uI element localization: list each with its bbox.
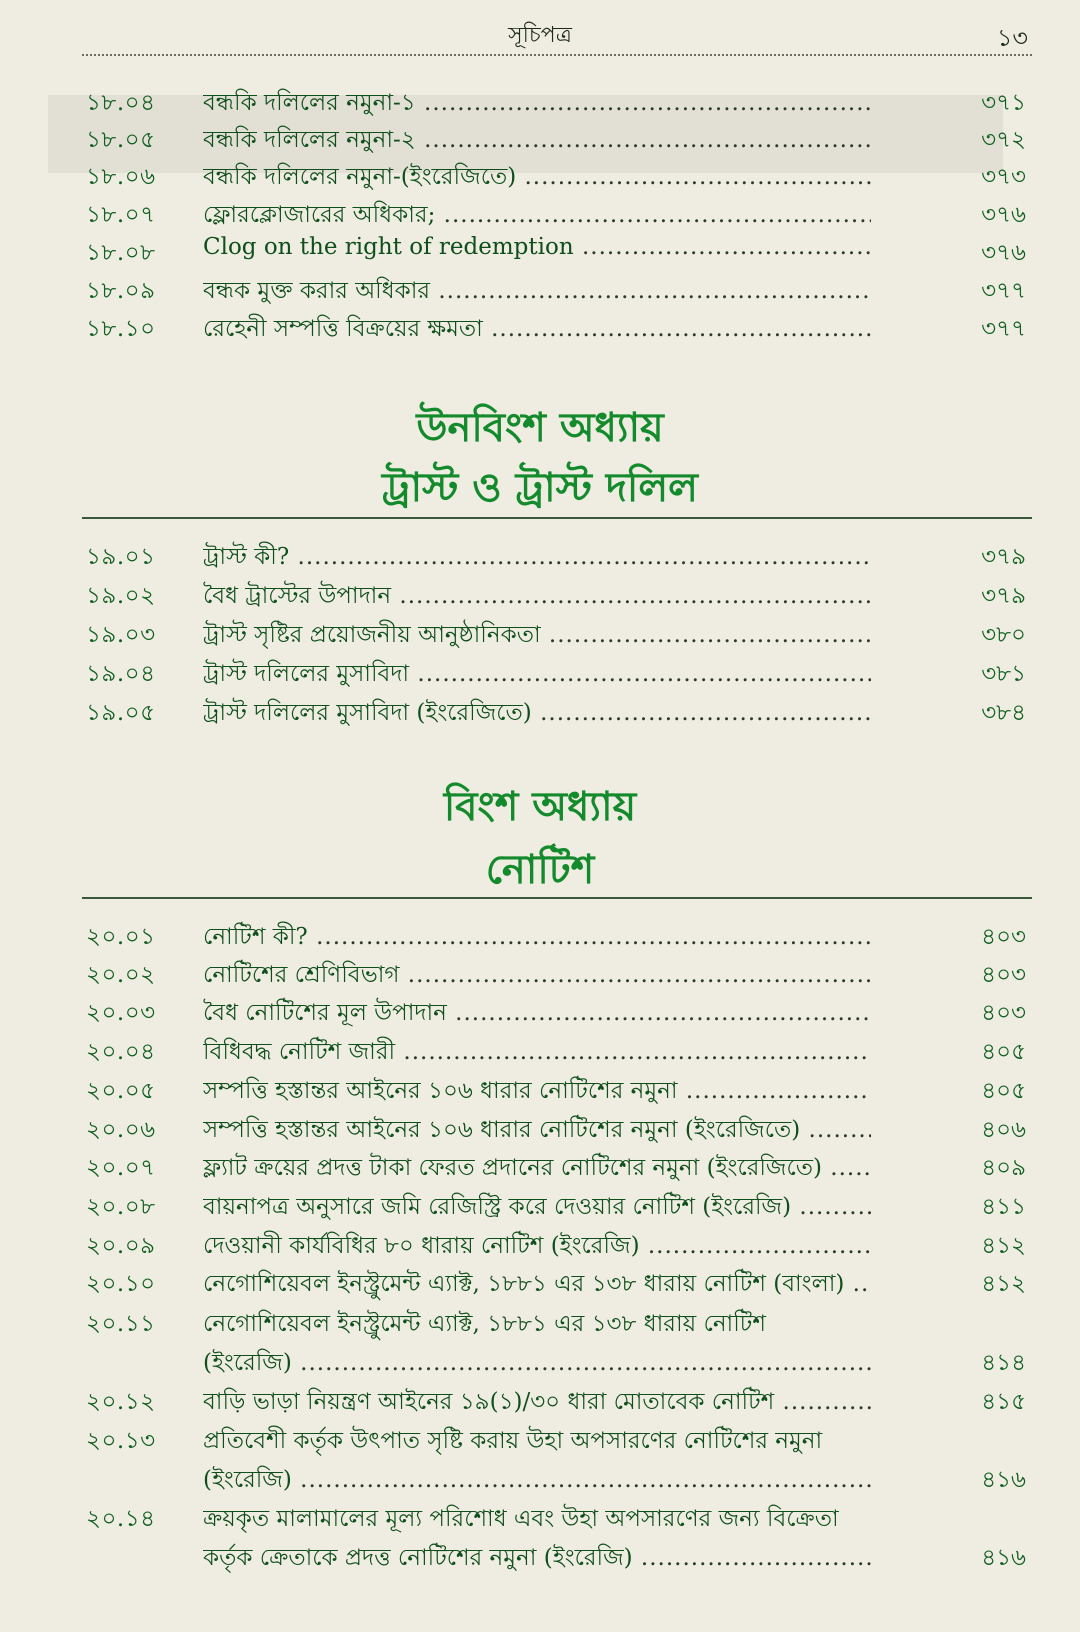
- entry-page: ৩৭৯: [981, 583, 1026, 609]
- entry-number: ২০.১০: [86, 1271, 156, 1297]
- entry-page: ৩৭৯: [981, 544, 1026, 570]
- entry-number: ২০.১১: [86, 1311, 156, 1337]
- entry-page: ৪০৫: [981, 1039, 1026, 1065]
- entry-page: ৩৮০: [981, 622, 1026, 648]
- toc-entry: [0, 1265, 1080, 1301]
- entry-page: ৩৭৩: [981, 164, 1026, 190]
- entry-number: ২০.০৮: [86, 1194, 156, 1220]
- toc-entry: [0, 1111, 1080, 1147]
- entry-title: বৈধ নোটিশের মূল উপাদান .....: [203, 994, 871, 1033]
- toc-entry: [0, 994, 1080, 1030]
- entry-title: নোটিশ কী? .....: [203, 918, 871, 957]
- entry-number: ২০.০৬: [86, 1117, 156, 1143]
- toc-entry: [0, 918, 1080, 954]
- entry-page: ৪০৬: [981, 1117, 1026, 1143]
- entry-title-continued: (ইংরেজি) .....: [203, 1461, 871, 1500]
- page-number: ১৩: [996, 24, 1028, 52]
- entry-title: ফ্ল্যাট ক্রয়ের প্রদত্ত টাকা ফেরত প্রদানের নোটিশের নমুনা (ইংরেজিতে) .....: [203, 1149, 871, 1188]
- entry-title: ক্রয়কৃত মালামালের মূল্য পরিশোধ এবং উহা অপসারণের জন্য বিক্রেতা: [203, 1506, 839, 1532]
- entry-title-continued: কর্তৃক ক্রেতাকে প্রদত্ত নোটিশের নমুনা (ইংরেজি) .....: [203, 1539, 871, 1578]
- entry-title: ট্রাস্ট দলিলের মুসাবিদা .....: [203, 655, 871, 694]
- entry-page: ৩৭২: [981, 127, 1026, 153]
- chapter-heading: উনবিংশ অধ্যায়: [416, 404, 664, 451]
- entry-title: বিধিবদ্ধ নোটিশ জারী .....: [203, 1033, 871, 1072]
- toc-entry: [0, 121, 1080, 157]
- entry-page: ৪১৪: [981, 1350, 1026, 1376]
- entry-number: ১৯.০৩: [86, 622, 156, 648]
- toc-entry: [0, 1500, 1080, 1536]
- toc-entry: [0, 272, 1080, 308]
- toc-entry-continuation: [0, 1344, 1080, 1380]
- entry-page: ৩৮১: [981, 661, 1026, 687]
- entry-title: ট্রাস্ট দলিলের মুসাবিদা (ইংরেজিতে) .....: [203, 694, 871, 733]
- entry-title: ট্রাস্ট সৃষ্টির প্রয়োজনীয় আনুষ্ঠানিকতা .....: [203, 616, 871, 655]
- entry-page: ৩৭৭: [981, 278, 1026, 304]
- entry-number: ১৯.০৪: [86, 661, 156, 687]
- entry-number: ২০.০৯: [86, 1233, 156, 1259]
- toc-entry: [0, 577, 1080, 613]
- entry-page: ৪০৫: [981, 1078, 1026, 1104]
- entry-number: ২০.০৭: [86, 1155, 156, 1181]
- entry-title: বন্ধকি দলিলের নমুনা-১ .....: [203, 84, 871, 123]
- entry-title: দেওয়ানী কার্যবিধির ৮০ ধারায় নোটিশ (ইংরেজি) .....: [203, 1227, 871, 1266]
- entry-page: ৪১১: [981, 1194, 1026, 1220]
- entry-title: বন্ধক মুক্ত করার অধিকার .....: [203, 272, 871, 311]
- toc-entry: [0, 1383, 1080, 1419]
- toc-entry: [0, 1188, 1080, 1224]
- entry-title: রেহেনী সম্পত্তি বিক্রয়ের ক্ষমতা .....: [203, 310, 871, 349]
- entry-number: ২০.১৪: [86, 1506, 156, 1532]
- chapter-heading: বিংশ অধ্যায়: [443, 783, 637, 830]
- chapter-subtitle: ট্রাস্ট ও ট্রাস্ট দলিল: [382, 464, 698, 511]
- toc-entry: [0, 655, 1080, 691]
- entry-number: ১৮.০৮: [86, 240, 156, 266]
- entry-title: নোটিশের শ্রেণিবিভাগ .....: [203, 956, 871, 995]
- entry-title: নেগোশিয়েবল ইনস্ট্রুমেন্ট এ্যাক্ট, ১৮৮১ এর ১৩৮ ধারায় নোটিশ (বাংলা) .....: [203, 1265, 871, 1304]
- toc-entry: [0, 84, 1080, 120]
- entry-title: ট্রাস্ট কী? .....: [203, 538, 871, 577]
- toc-entry: [0, 1149, 1080, 1185]
- toc-entry: [0, 956, 1080, 992]
- chapter-rule: [82, 517, 1032, 519]
- entry-page: ৩৭৭: [981, 316, 1026, 342]
- running-header-title: সূচিপত্র: [508, 23, 572, 48]
- entry-page: ৪০৩: [981, 962, 1026, 988]
- toc-entry: [0, 196, 1080, 232]
- toc-entry: [0, 616, 1080, 652]
- toc-entry: [0, 1422, 1080, 1458]
- entry-page: ৪১৬: [981, 1467, 1026, 1493]
- entry-page: ৩৭৬: [981, 202, 1026, 228]
- toc-entry: [0, 234, 1080, 270]
- entry-number: ২০.১৩: [86, 1428, 156, 1454]
- entry-page: ৪০৩: [981, 1000, 1026, 1026]
- toc-entry: [0, 310, 1080, 346]
- entry-number: ১৮.০৭: [86, 202, 156, 228]
- entry-page: ৪০৯: [981, 1155, 1026, 1181]
- entry-number: ১৯.০২: [86, 583, 156, 609]
- entry-page: ৪১২: [981, 1233, 1026, 1259]
- entry-title: বাড়ি ভাড়া নিয়ন্ত্রণ আইনের ১৯(১)/৩০ ধারা মোতাবেক নোটিশ .....: [203, 1383, 871, 1422]
- toc-entry: [0, 1305, 1080, 1341]
- entry-number: ১৮.০৯: [86, 278, 156, 304]
- entry-number: ২০.১২: [86, 1389, 156, 1415]
- toc-entry: [0, 1227, 1080, 1263]
- entry-page: ৪১৫: [981, 1389, 1026, 1415]
- toc-entry: [0, 1072, 1080, 1108]
- entry-number: ২০.০৪: [86, 1039, 156, 1065]
- entry-number: ১৮.০৫: [86, 127, 156, 153]
- entry-page: ৪১২: [981, 1271, 1026, 1297]
- entry-title: বন্ধকি দলিলের নমুনা-(ইংরেজিতে) .....: [203, 158, 871, 197]
- entry-number: ১৮.১০: [86, 316, 156, 342]
- entry-title: সম্পত্তি হস্তান্তর আইনের ১০৬ ধারার নোটিশের নমুনা .....: [203, 1072, 871, 1111]
- entry-page: ৪০৩: [981, 924, 1026, 950]
- entry-title: ফ্লোরক্লোজারের অধিকার; .....: [203, 196, 871, 235]
- entry-page: ৩৮৪: [981, 700, 1026, 726]
- entry-page: ৩৭৬: [981, 240, 1026, 266]
- chapter-subtitle: নোটিশ: [485, 846, 595, 893]
- entry-number: ১৮.০৬: [86, 164, 156, 190]
- entry-number: ২০.০৩: [86, 1000, 156, 1026]
- toc-entry-continuation: [0, 1461, 1080, 1497]
- entry-title: বৈধ ট্রাস্টের উপাদান .....: [203, 577, 871, 616]
- entry-title: বন্ধকি দলিলের নমুনা-২ .....: [203, 121, 871, 160]
- entry-title: নেগোশিয়েবল ইনস্ট্রুমেন্ট এ্যাক্ট, ১৮৮১ এর ১৩৮ ধারায় নোটিশ: [203, 1311, 766, 1337]
- header-rule: [82, 54, 1032, 56]
- toc-entry: [0, 158, 1080, 194]
- entry-number: ২০.০৫: [86, 1078, 156, 1104]
- toc-entry: [0, 694, 1080, 730]
- toc-entry-continuation: [0, 1539, 1080, 1575]
- toc-entry: [0, 1033, 1080, 1069]
- entry-page: ৩৭১: [981, 90, 1026, 116]
- entry-number: ১৮.০৪: [86, 90, 156, 116]
- entry-title-continued: (ইংরেজি) .....: [203, 1344, 871, 1383]
- entry-page: ৪১৬: [981, 1545, 1026, 1571]
- entry-number: ২০.০২: [86, 962, 156, 988]
- entry-title: বায়নাপত্র অনুসারে জমি রেজিস্ট্রি করে দেওয়ার নোটিশ (ইংরেজি) .....: [203, 1188, 871, 1227]
- chapter-rule: [82, 897, 1032, 899]
- entry-title: সম্পত্তি হস্তান্তর আইনের ১০৬ ধারার নোটিশের নমুনা (ইংরেজিতে) .....: [203, 1111, 871, 1150]
- entry-title: Clog on the right of redemption .....: [203, 234, 871, 260]
- entry-number: ১৯.০১: [86, 544, 156, 570]
- toc-entry: [0, 538, 1080, 574]
- entry-number: ২০.০১: [86, 924, 156, 950]
- entry-number: ১৯.০৫: [86, 700, 156, 726]
- entry-title: প্রতিবেশী কর্তৃক উৎপাত সৃষ্টি করায় উহা অপসারণের নোটিশের নমুনা: [203, 1428, 823, 1454]
